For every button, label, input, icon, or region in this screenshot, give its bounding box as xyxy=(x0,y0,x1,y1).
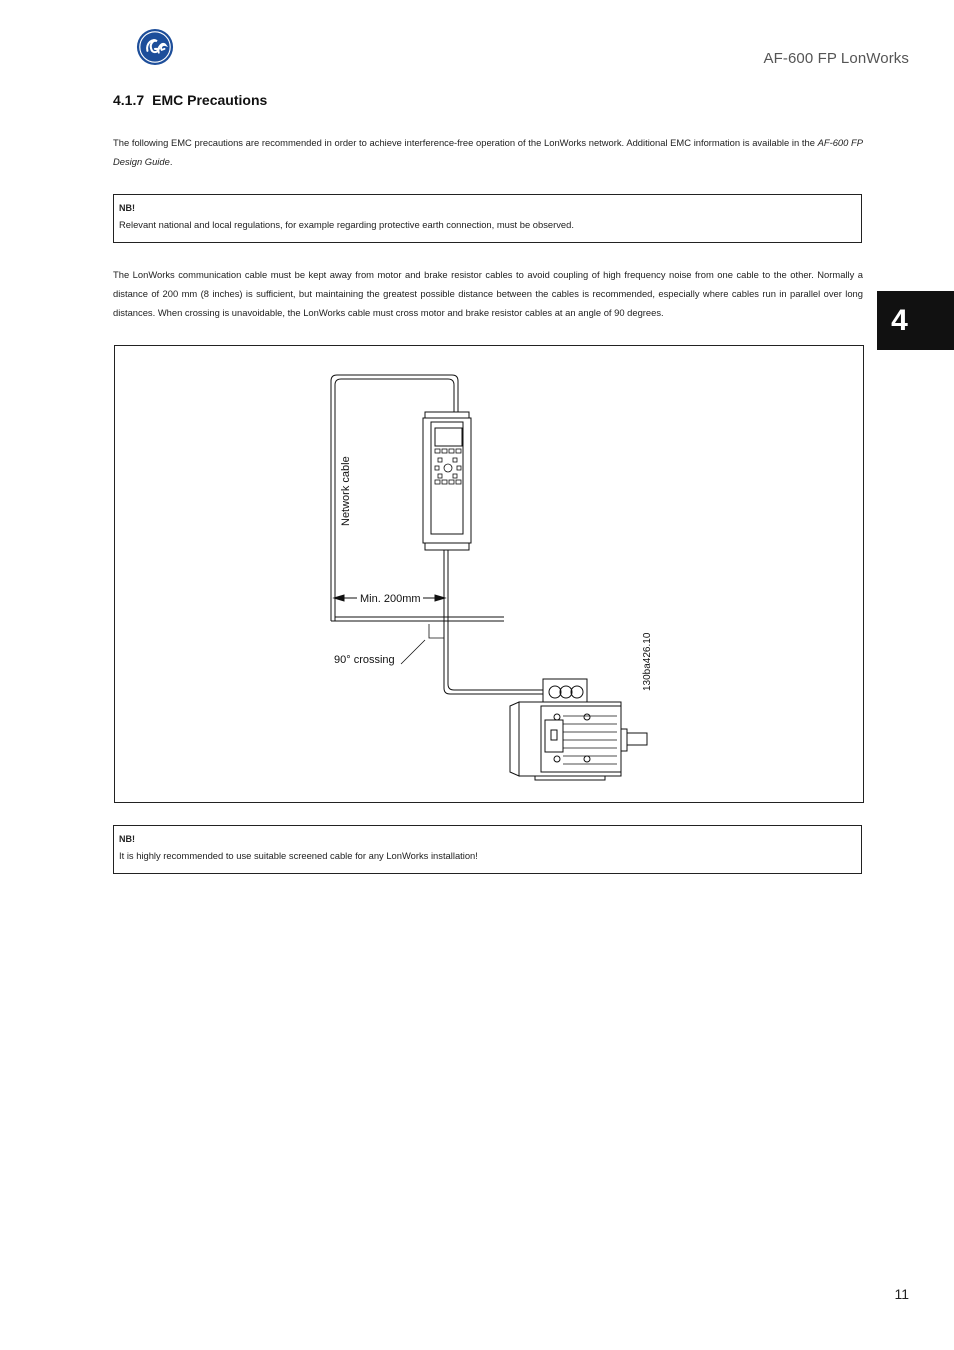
intro-text: The following EMC precautions are recommended in order to achieve interference-free operation of the LonWorks network. Additional EMC information is available in the xyxy=(113,137,818,148)
figure-code: 130ba426.10 xyxy=(642,632,653,691)
cable-separation-paragraph: The LonWorks communication cable must be kept away from motor and brake resistor cables to avoid coupling of high frequency noise from one cable to the other. Normally a distance of 200 mm (8 inches) is sufficient, but maintaining the greatest possible distance between the cables is recommended, especially where cables run in parallel over long distances. When crossing is unavoidable, the LonWorks cable must cross motor and brake resistor cables at an angle of 90 degrees. xyxy=(113,269,863,318)
intro-paragraph xyxy=(113,133,863,171)
note-label: NB! xyxy=(119,834,135,844)
min-distance-label: Min. 200mm xyxy=(360,593,421,605)
note-text: Relevant national and local regulations, for example regarding protective earth connection, must be observed. xyxy=(119,219,574,230)
note-label: NB! xyxy=(119,203,135,213)
chapter-tab: 4 xyxy=(877,291,954,350)
ge-monogram-icon xyxy=(136,28,174,66)
note-text: It is highly recommended to use suitable screened cable for any LonWorks installation! xyxy=(119,850,478,861)
network-cable-label: Network cable xyxy=(340,456,352,526)
network-cable xyxy=(331,375,504,621)
note-box-screened-cable xyxy=(113,825,862,874)
frequency-drive xyxy=(423,412,471,550)
document-title: AF-600 FP LonWorks xyxy=(763,50,909,67)
crossing-label: 90° crossing xyxy=(334,654,395,666)
motor-cable xyxy=(444,550,543,694)
design-guide-reference: AF-600 FP Design Guide xyxy=(113,137,863,167)
cable-routing-diagram xyxy=(115,346,865,804)
crossing-marker xyxy=(401,624,444,664)
intro-text-end: . xyxy=(169,156,173,167)
emc-cable-figure xyxy=(114,345,864,803)
section-title: EMC Precautions xyxy=(152,92,268,108)
section-heading xyxy=(113,92,267,108)
note-box-regulations xyxy=(113,194,862,243)
page-number: 11 xyxy=(894,1286,909,1302)
section-number: 4.1.7 xyxy=(113,92,145,108)
